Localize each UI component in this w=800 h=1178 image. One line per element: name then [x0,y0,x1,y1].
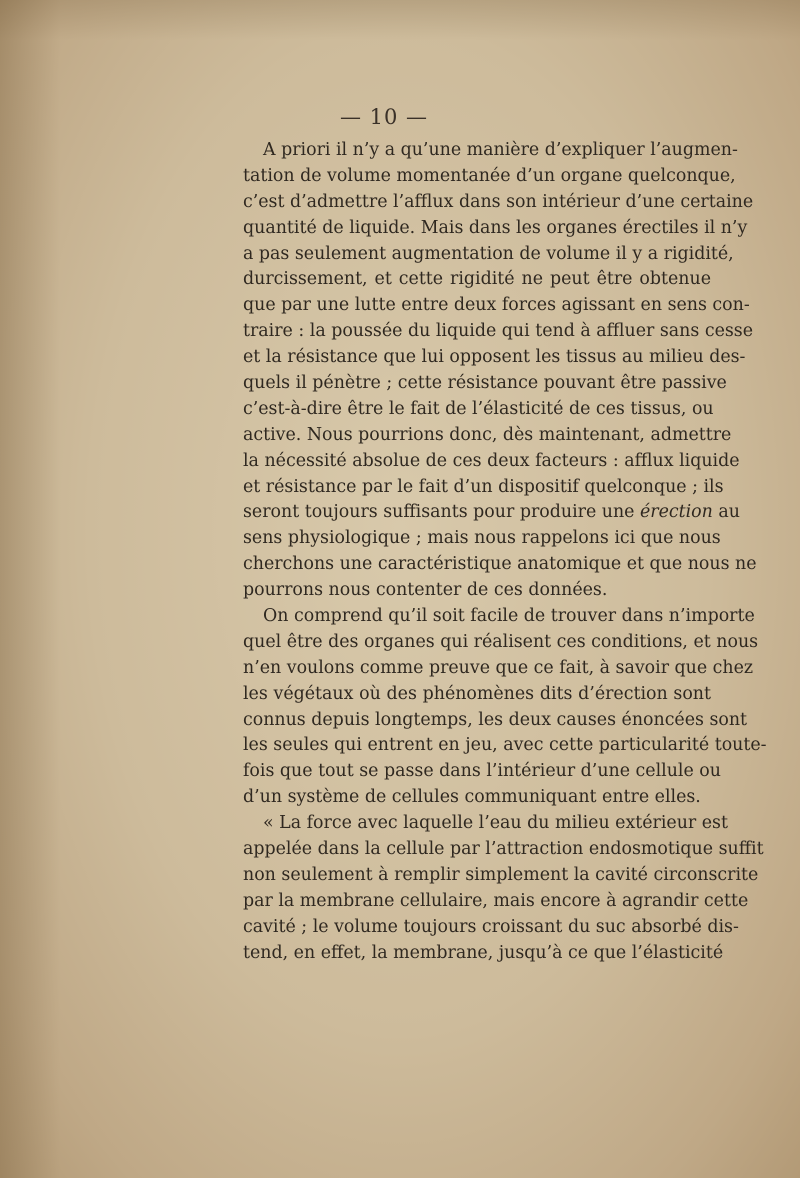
text-line: fois que tout se passe dans l’intérieur d’une cellule ou [243,761,721,782]
text-line: quels il pénètre ; cette résistance pouvant être passive [243,373,727,394]
page-number: — 10 — [339,105,429,129]
text-line: d’un système de cellules communiquant entre elles. [243,787,701,808]
text-line: cavité ; le volume toujours croissant du suc absorbé dis- [243,916,739,937]
text-line: et la résistance que lui opposent les tissus au milieu des- [243,347,746,368]
text-line: la nécessité absolue de ces deux facteurs : afflux liquide [243,450,740,471]
text-line: appelée dans la cellule par l’attraction endosmotique suffit [243,839,764,860]
text-line: durcissement, et cette rigidité ne peut être obtenue [243,269,711,290]
text-line: traire : la poussée du liquide qui tend à affluer sans cesse [243,321,754,342]
text-line: connus depuis longtemps, les deux causes énoncées sont [243,709,748,730]
text-line: On comprend qu’il soit facile de trouver dans n’importe [263,606,755,627]
text-line: non seulement à remplir simplement la cavité circonscrite [243,864,759,885]
text-line: active. Nous pourrions donc, dès maintenant, admettre [243,424,732,445]
text-line: les seules qui entrent en jeu, avec cette particularité toute- [243,735,767,756]
text-line: c’est-à-dire être le fait de l’élasticité de ces tissus, ou [243,398,714,419]
text-line: tation de volume momentanée d’un organe quelconque, [243,165,736,186]
text-line: que par une lutte entre deux forces agissant en sens con- [243,295,750,316]
text-line: et résistance par le fait d’un dispositif quelconque ; ils [243,476,724,497]
text-line: par la membrane cellulaire, mais encore à agrandir cette [243,890,749,911]
text-line: pourrons nous contenter de ces données. [243,580,608,601]
page-shadow-top [0,0,800,40]
text-line: sens physiologique ; mais nous rappelons ici que nous [243,528,721,549]
text-line: les végétaux où des phénomènes dits d’érection sont [243,683,711,704]
text-line: tend, en effet, la membrane, jusqu’à ce que l’élasticité [243,942,724,963]
text-line: quantité de liquide. Mais dans les organes érectiles il n’y [243,217,748,238]
text-line: quel être des organes qui réalisent ces conditions, et nous [243,631,759,652]
text-line: A priori il n’y a qu’une manière d’expliquer l’augmen- [263,140,738,160]
text-line: seront toujours suffisants pour produire une érection au [243,502,740,523]
page-shadow-left [0,0,60,1178]
text-line: c’est d’admettre l’afflux dans son intérieur d’une certaine [243,191,754,212]
body-text [243,138,767,967]
text-line: cherchons une caractéristique anatomique et que nous ne [243,554,757,575]
text-line: « La force avec laquelle l’eau du milieu extérieur est [263,813,728,834]
text-line: n’en voulons comme preuve que ce fait, à savoir que chez [243,657,754,678]
text-line: a pas seulement augmentation de volume il y a rigidité, [243,243,734,264]
